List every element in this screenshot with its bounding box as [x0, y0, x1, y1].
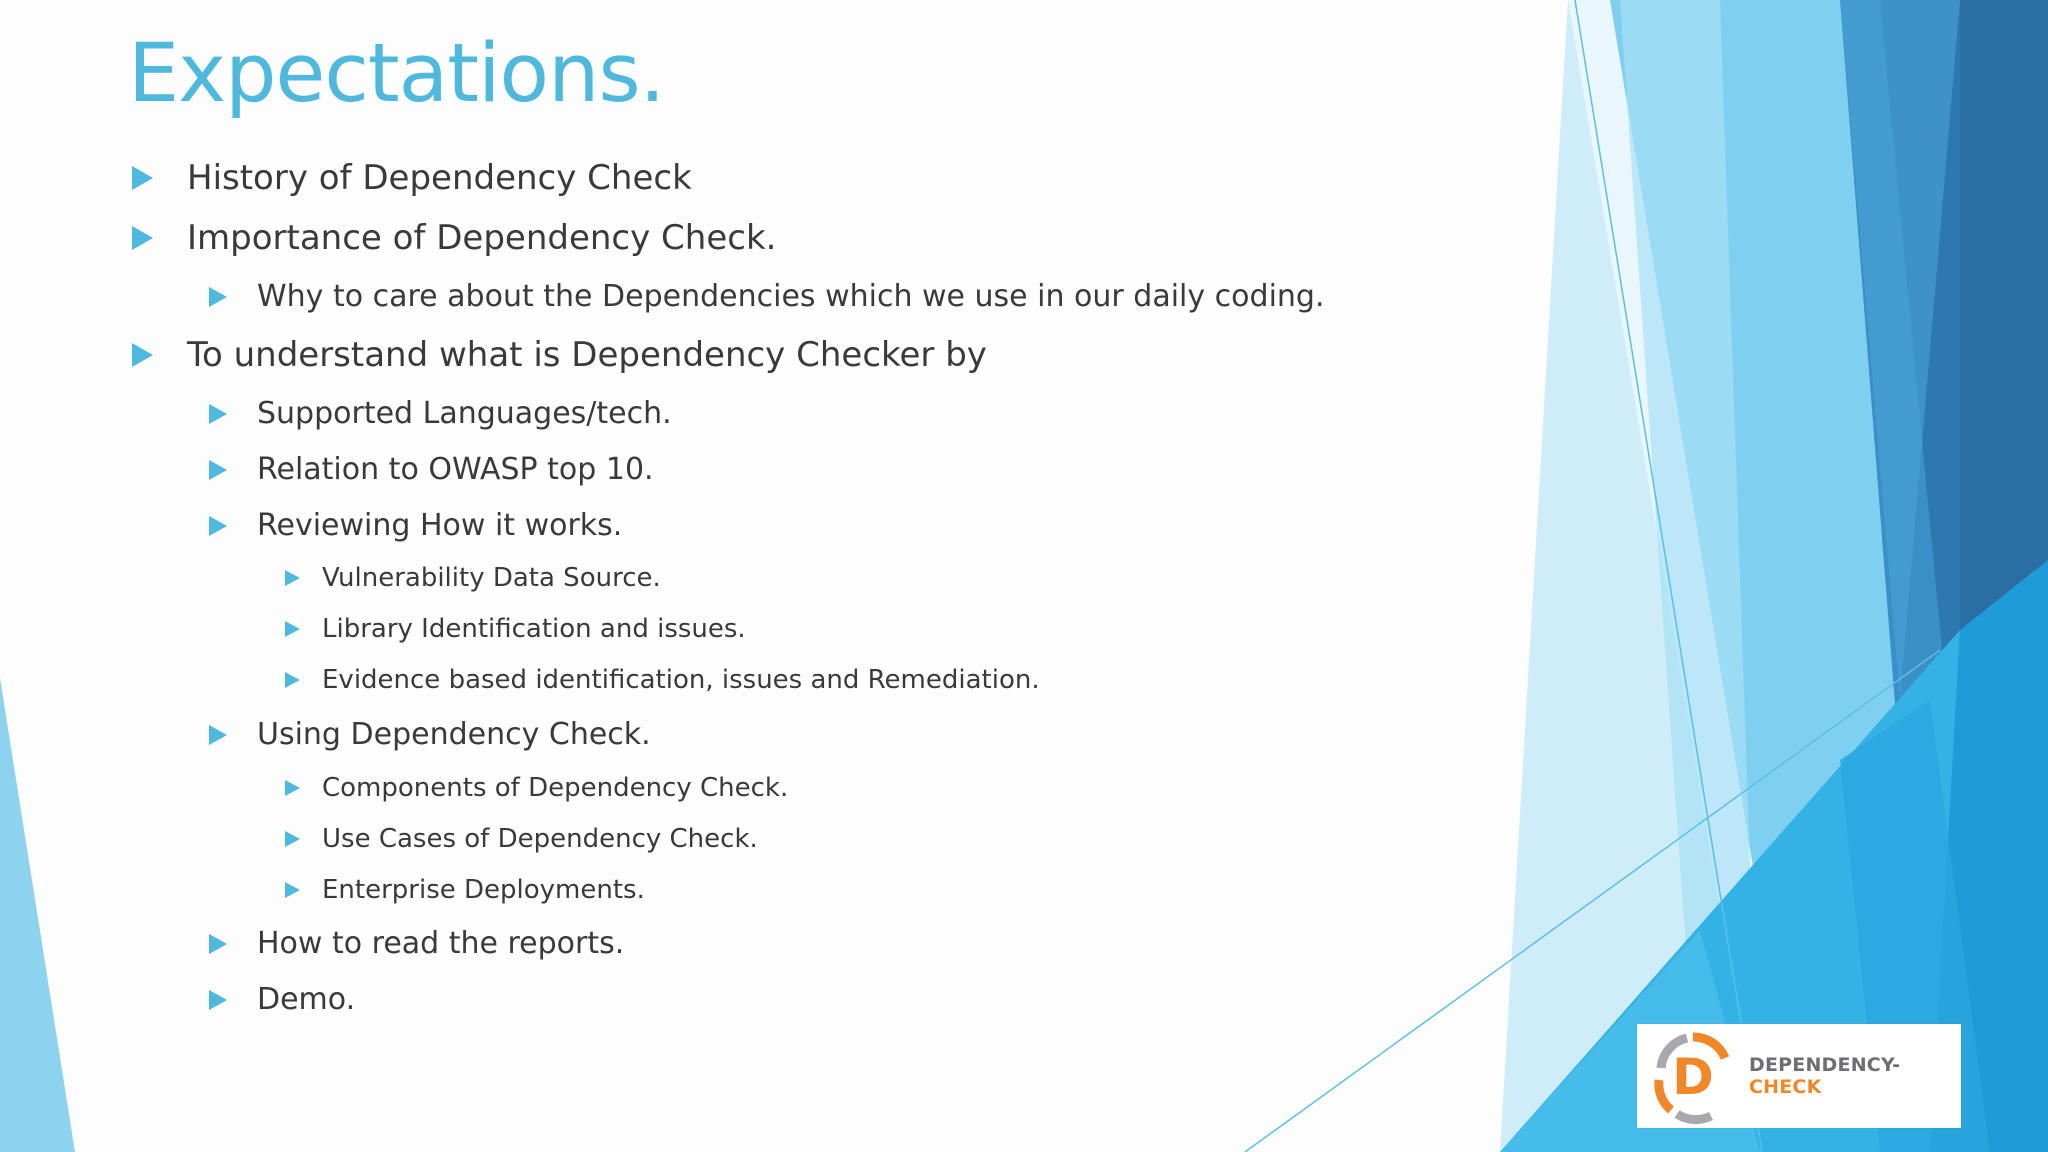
dependency-check-logo-icon [1641, 1024, 1745, 1128]
bullet-triangle-icon [132, 226, 153, 250]
bullet-item [209, 926, 624, 961]
bullet-item [285, 614, 746, 644]
bullet-text: To understand what is Dependency Checker by [187, 335, 987, 375]
bullet-triangle-icon [285, 570, 300, 586]
bullet-item [285, 875, 645, 905]
bullet-text: Use Cases of Dependency Check. [322, 824, 758, 854]
dependency-check-logo [1637, 1024, 1961, 1128]
bullet-item [209, 982, 355, 1017]
bullet-item [132, 158, 692, 198]
bullet-triangle-icon [209, 725, 227, 745]
bullet-triangle-icon [132, 343, 153, 367]
bullet-text: Enterprise Deployments. [322, 875, 645, 905]
bullet-text: Evidence based identification, issues and Remediation. [322, 665, 1040, 695]
bullet-item [132, 218, 776, 258]
bullet-text: Vulnerability Data Source. [322, 563, 661, 593]
bullet-item [209, 452, 654, 487]
bullet-triangle-icon [285, 882, 300, 898]
bullet-text: Library Identification and issues. [322, 614, 746, 644]
bullet-text: Relation to OWASP top 10. [257, 452, 654, 487]
bullet-triangle-icon [209, 934, 227, 954]
bullet-item [285, 773, 788, 803]
bullet-text: Components of Dependency Check. [322, 773, 789, 803]
bullet-triangle-icon [132, 166, 153, 190]
bullet-text: Using Dependency Check. [257, 717, 651, 752]
logo-word-check: CHECK [1749, 1076, 1822, 1098]
bullet-text: Importance of Dependency Check. [187, 218, 777, 258]
bullet-item [285, 665, 1040, 695]
bullet-triangle-icon [285, 780, 300, 796]
bullet-item [285, 563, 661, 593]
bullet-text: History of Dependency Check [187, 158, 692, 198]
logo-letter: D [1672, 1048, 1714, 1106]
logo-wordmark [1749, 1054, 1961, 1098]
bullet-text: Reviewing How it works. [257, 508, 623, 543]
bullet-item [209, 279, 1325, 314]
bullet-item [209, 508, 622, 543]
bullet-item [285, 824, 758, 854]
logo-word-dependency: DEPENDENCY- [1749, 1054, 1901, 1076]
bullet-triangle-icon [209, 516, 227, 536]
bullet-triangle-icon [209, 287, 227, 307]
slide-title: Expectations. [128, 27, 665, 121]
bullet-item [209, 396, 672, 431]
bullet-triangle-icon [285, 621, 300, 637]
bullet-triangle-icon [285, 672, 300, 688]
bullet-triangle-icon [209, 404, 227, 424]
bullet-text: Demo. [257, 982, 356, 1017]
bullet-text: Why to care about the Dependencies which we use in our daily coding. [257, 279, 1325, 314]
bullet-item [132, 335, 987, 375]
bullet-triangle-icon [285, 831, 300, 847]
bullet-triangle-icon [209, 460, 227, 480]
bullet-triangle-icon [209, 990, 227, 1010]
bullet-item [209, 717, 651, 752]
bullet-text: How to read the reports. [257, 926, 625, 961]
bullet-text: Supported Languages/tech. [257, 396, 672, 431]
